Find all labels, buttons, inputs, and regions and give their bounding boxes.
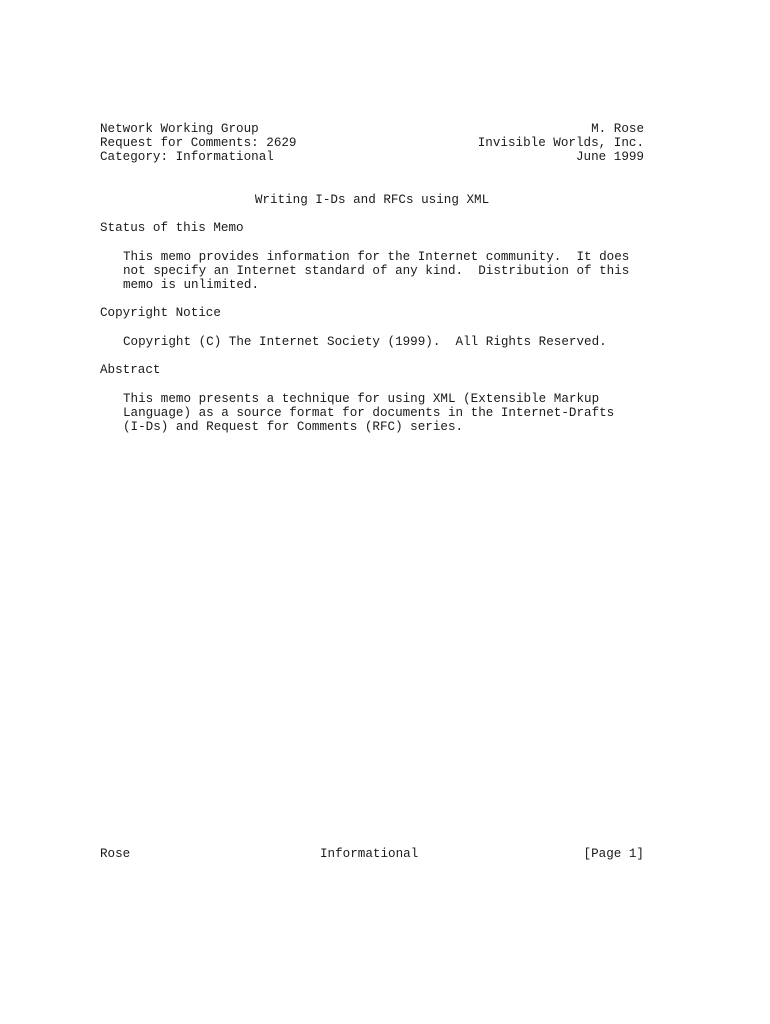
abstract-line-2: Language) as a source format for documents in the Internet-Drafts [123,405,615,420]
header-organization: Invisible Worlds, Inc. [477,136,644,151]
status-line-1: This memo provides information for the Internet community. It does [123,249,630,264]
document-title: Writing I-Ds and RFCs using XML [254,192,490,207]
header-row-2 [100,136,644,150]
header-author: M. Rose [591,122,644,136]
header-category: Category: Informational [100,150,274,165]
header-working-group: Network Working Group [100,122,259,136]
page-footer [100,847,644,861]
header-row-1 [100,122,644,136]
header-rfc-number: Request for Comments: 2629 [100,136,297,151]
footer-page-number: [Page 1] [583,847,644,861]
abstract-line-1: This memo presents a technique for using XML (Extensible Markup [123,391,600,406]
section-heading-abstract: Abstract [100,363,161,378]
abstract-line-3: (I-Ds) and Request for Comments (RFC) series. [123,419,464,434]
header-row-3 [100,150,644,164]
footer-category: Informational [320,847,419,861]
rfc-page [100,122,644,434]
copyright-line-1: Copyright (C) The Internet Society (1999). All Rights Reserved. [123,334,607,349]
header-date: June 1999 [575,150,644,165]
status-line-2: not specify an Internet standard of any kind. Distribution of this [123,263,630,278]
footer-author: Rose [100,847,131,861]
section-heading-status: Status of this Memo [100,221,244,236]
section-heading-copyright: Copyright Notice [100,306,221,321]
status-line-3: memo is unlimited. [123,278,260,293]
